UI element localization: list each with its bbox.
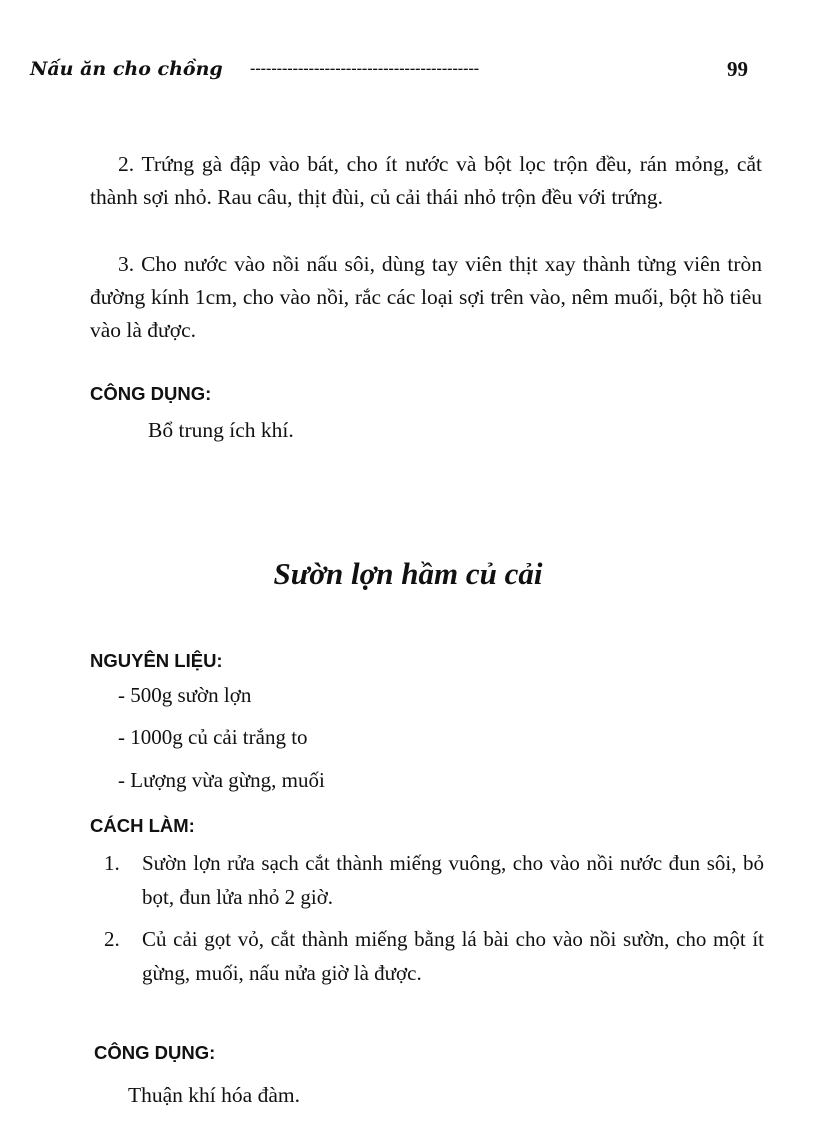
- method-step-1: [104, 846, 764, 914]
- benefit-heading: CÔNG DỤNG:: [94, 1042, 216, 1063]
- method-heading: CÁCH LÀM:: [90, 815, 195, 836]
- ingredient-item: - 500g sườn lợn: [118, 683, 252, 707]
- step-text: Sườn lợn rửa sạch cắt thành miếng vuông, cho vào nồi nước đun sôi, bỏ bọt, đun lửa nhỏ 2 giờ.: [142, 851, 764, 909]
- ingredient-item: - 1000g củ cải trắng to: [118, 725, 308, 749]
- previous-benefit-heading: CÔNG DỤNG:: [90, 383, 212, 404]
- running-title: Nấu ăn cho chồng: [30, 58, 223, 80]
- ingredient-item: - Lượng vừa gừng, muối: [118, 768, 325, 792]
- previous-step-3: 3. Cho nước vào nồi nấu sôi, dùng tay viên thịt xay thành từng viên tròn đường kính 1cm, cho vào nồi, rắc các loại sợi trên vào, nêm muối, bột hồ tiêu vào là được.: [90, 252, 762, 342]
- previous-step-2: 2. Trứng gà đập vào bát, cho ít nước và bột lọc trộn đều, rán mỏng, cắt thành sợi nhỏ. Rau câu, thịt đùi, củ cải thái nhỏ trộn đều với trứng.: [90, 152, 762, 209]
- previous-benefit: Bổ trung ích khí.: [148, 418, 294, 442]
- header-leader: -------------------------------------------: [250, 60, 480, 77]
- benefit-text: Thuận khí hóa đàm.: [128, 1083, 300, 1107]
- recipe-title: Sườn lợn hầm củ cải: [273, 556, 543, 591]
- ingredients-heading: NGUYÊN LIỆU:: [90, 650, 223, 671]
- step-number: 1.: [104, 851, 120, 875]
- method-step-2: [104, 922, 764, 990]
- step-text: Củ cải gọt vỏ, cắt thành miếng bằng lá bài cho vào nồi sườn, cho một ít gừng, muối, nấu nửa giờ là được.: [142, 927, 764, 985]
- page-number: 99: [727, 57, 748, 81]
- step-number: 2.: [104, 927, 120, 951]
